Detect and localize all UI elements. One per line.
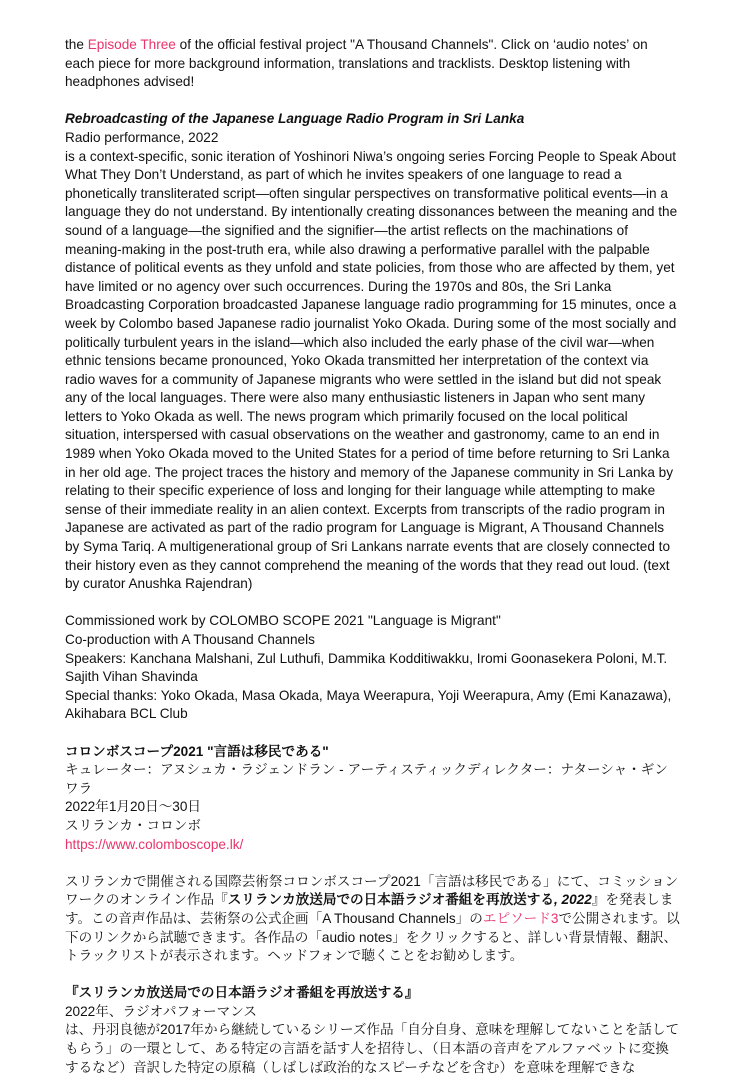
work-subtitle-japanese: 2022年、ラジオパフォーマンス	[65, 1003, 258, 1019]
speakers-credit: Speakers: Kanchana Malshani, Zul Luthufi, Dammika Kodditiwakku, Iromi Goonasekera Poloni, M.T. Sajith Vihan Shavinda	[65, 650, 668, 685]
episode-three-link[interactable]: Episode Three	[87, 37, 176, 52]
spacer	[65, 594, 680, 613]
work-japanese-section	[65, 984, 680, 1077]
intro-paragraph-japanese	[65, 873, 680, 966]
intro-jp-part1: スリランカで開催される国際芸術祭コロンボスコープ2021「言語は移民である」にて、コミッションワークのオンライン作品『	[65, 873, 679, 908]
event-japanese-section	[65, 743, 680, 855]
spacer	[65, 92, 680, 111]
work-subtitle-english: Radio performance, 2022	[65, 129, 219, 145]
intro-jp-work-year: , 2022	[553, 892, 592, 908]
intro-prefix: the	[65, 37, 88, 52]
intro-paragraph	[65, 36, 680, 92]
curator-line-japanese: キュレーター：アヌシュカ・ラジェンドラン - アーティスティックディレクター：ナターシャ・ギンワラ	[65, 762, 668, 796]
work-english-section	[65, 110, 680, 593]
work-title-japanese: 『スリランカ放送局での日本語ラジオ番組を再放送する』	[65, 985, 419, 1001]
episode-3-link-japanese[interactable]: エピソード3	[482, 910, 559, 926]
spacer	[65, 966, 680, 985]
coproduction-credit: Co-production with A Thousand Channels	[65, 632, 315, 647]
commissioned-credit: Commissioned work by COLOMBO SCOPE 2021 "Language is Migrant"	[65, 613, 501, 629]
intro-jp-part2: 』を発表します。この音声作品は、芸術祭の公式企画「A Thousand Channels」の	[65, 892, 674, 926]
event-dates-japanese: 2022年1月20日〜30日	[65, 799, 202, 815]
spacer	[65, 854, 680, 873]
work-description-english: is a context-specific, sonic iteration of Yoshinori Niwa’s ongoing series Forcing People to Speak About What They Don’t Understand, as part of which he invites speakers of one language to read a phonetically transliterated script—often singular perspectives on transformative political events—in a language they do not understand. By intentionally creating dissonances between the meaning and the sound of a language—the signified and the signifier—the artist reflects on the machinations of meaning-making in the post-truth era, while also drawing a performative parallel with the palpable distance of political events as they unfold and state policies, from those who are affected by them, yet have limited or no agency over such occurrences. During the 1970s and 80s, the Sri Lanka Broadcasting Corporation broadcasted Japanese language radio programming for 15 minutes, once a week by Colombo based Japanese radio journalist Yoko Okada. During some of the most socially and politically turbulent years in the island—which also included the early phase of the civil war—when ethnic tensions became pronounced, Yoko Okada transmitted her interpretation of the context via radio waves for a community of Japanese migrants who were settled in the island but did not speak any of the local languages. There were also many enthusiastic listeners in Japan who sent many letters to Yoko Okada as well. The news program which primarily focused on the local political situation, interspersed with casual observations on the weather and gastronomy, came to an end in 1989 when Yoko Okada moved to the United States for a period of time before returning to Sri Lanka in her old age. The project traces the history and memory of the Japanese community in Sri Lanka by relating to their specific experience of loss and longing for their language while attempting to make sense of their immediate reality in an alien context. Excerpts from transcripts of the radio program in Japanese are activated as part of the radio program for Language is Migrant, A Thousand Channels by Syma Tariq. A multigenerational group of Sri Lankans narrate events that are closely connected to their history even as they cannot comprehend the meaning of the words that they read out loud. (text by curator Anushka Rajendran)	[65, 148, 678, 592]
special-thanks-credit: Special thanks: Yoko Okada, Masa Okada, Maya Weerapura, Yoji Weerapura, Amy (Emi Kanazawa), Akihabara BCL Club	[65, 687, 672, 722]
spacer	[65, 724, 680, 743]
event-place-japanese: スリランカ・コロンボ	[65, 817, 201, 833]
colomboscope-url-link[interactable]: https://www.colomboscope.lk/	[65, 836, 244, 852]
intro-jp-work-title: スリランカ放送局での日本語ラジオ番組を再放送する	[227, 892, 554, 908]
intro-suffix: of the official festival project "A Thousand Channels". Click on ‘audio notes’ on each piece for more background information, translations and tracklists. Desktop listening with headphones advised!	[65, 37, 648, 90]
credits-section	[65, 612, 680, 724]
event-title-japanese: コロンボスコープ2021 "言語は移民である"	[65, 743, 329, 759]
work-description-japanese: は、丹羽良徳が2017年から継続しているシリーズ作品「自分自身、意味を理解してないことを話してもらう」の一環として、ある特定の言語を話す人を招待し、（日本語の音声をアルファベットに変換するなど）音訳した特定の原稿（しばしば政治的なスピーチなどを含む）を意味を理解できな	[65, 1022, 680, 1075]
work-title-english: Rebroadcasting of the Japanese Language Radio Program in Sri Lanka	[65, 111, 525, 127]
intro-jp-part3: で公開されます。以下のリンクから試聴できます。各作品の「audio notes」をクリックすると、詳しい背景情報、翻訳、トラックリストが表示されます。ヘッドフォンで聴くことをお勧めします。	[65, 910, 680, 964]
